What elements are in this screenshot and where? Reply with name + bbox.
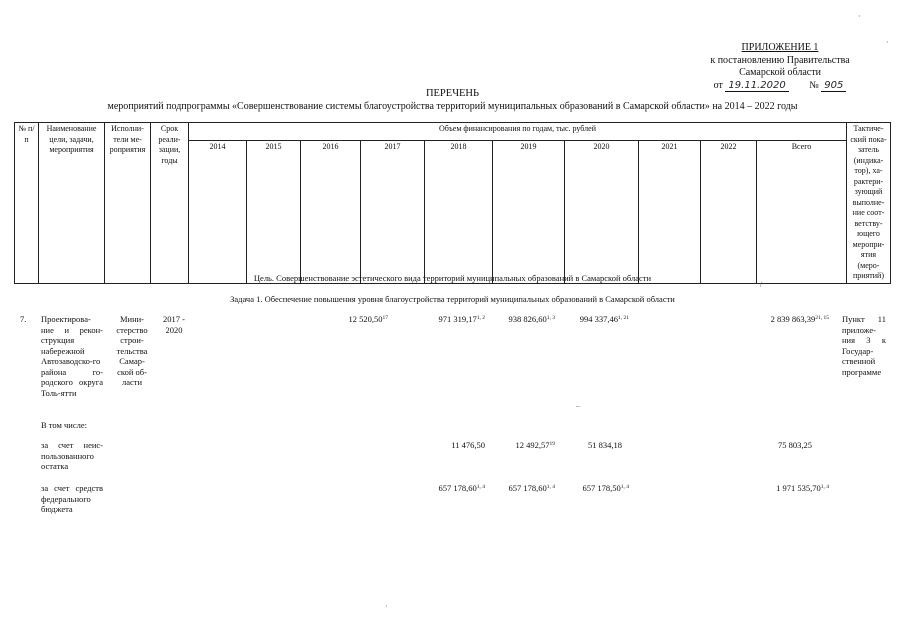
scan-speck: ·	[385, 602, 388, 611]
unused-total: 75 803,25	[778, 440, 812, 450]
date-prefix: от	[713, 79, 723, 91]
year-total: Всего	[757, 141, 847, 284]
number-prefix: №	[809, 79, 819, 91]
unused-2019-value: 12 492,57	[515, 440, 550, 450]
row7-name: Проектирова-ние и рекон-струкция набережной Автозаводско-го района го-родского округа Толь-ятти	[41, 314, 103, 398]
unused-2019	[516, 440, 556, 451]
document-subtitle: мероприятий подпрограммы «Совершенствование системы благоустройства территорий муниципальных образований в Самарской области» на 2014 – 2022 годы	[107, 101, 798, 112]
header-funding: Объем финансирования по годам, тыс. рублей	[189, 123, 847, 141]
row7-2018	[439, 314, 486, 325]
year-2018: 2018	[425, 141, 493, 284]
federal-2018-note: 1, 4	[476, 484, 485, 490]
row7-term: 2017 - 2020	[163, 314, 185, 335]
row7-2020-value: 994 337,46	[579, 314, 618, 324]
federal-2018	[439, 483, 486, 494]
year-2016: 2016	[301, 141, 361, 284]
year-2021: 2021	[639, 141, 701, 284]
header-executor: Исполни-тели ме-роприятия	[105, 123, 151, 284]
row7-2019-note: 1, 3	[546, 315, 555, 321]
header-table	[14, 122, 891, 284]
header-term: Срок реали-зации, годы	[151, 123, 189, 284]
row7-2018-value: 971 319,17	[438, 314, 477, 324]
including-label: В том числе:	[41, 420, 87, 430]
appendix-title: ПРИЛОЖЕНИЕ 1	[741, 42, 819, 53]
row7-2020-note: 1, 21	[618, 315, 629, 321]
appendix-block	[700, 42, 860, 92]
appendix-date: 19.11.2020	[725, 80, 788, 92]
row7-num: 7.	[20, 314, 27, 324]
unused-2019-note: 19	[549, 441, 555, 447]
row7-indicator: Пункт 11 приложе-ния 3 к Государ-ственной программе	[842, 314, 886, 377]
goal-text: Цель. Совершенствование эстетического вида территорий муниципальных образований в Самарской области	[253, 273, 652, 283]
year-2020: 2020	[565, 141, 639, 284]
unused-2018: 11 476,50	[451, 440, 485, 450]
row7-total-note: 21, 15	[815, 315, 829, 321]
row7-2020	[580, 314, 629, 325]
appendix-line-2: Самарской области	[739, 67, 821, 78]
year-2014: 2014	[189, 141, 247, 284]
federal-2020-note: 1, 4	[620, 484, 629, 490]
federal-2019-value: 657 178,60	[508, 483, 547, 493]
header-num: № п/п	[15, 123, 39, 284]
year-2019: 2019	[493, 141, 565, 284]
scan-speck: /	[760, 280, 763, 289]
unused-row-name: за счет неис-пользованного остатка	[41, 440, 103, 471]
federal-2019-note: 1, 4	[546, 484, 555, 490]
federal-2020-value: 657 178,50	[582, 483, 621, 493]
row7-2017-note: 17	[382, 315, 388, 321]
scan-speck: ·	[858, 12, 861, 21]
appendix-line-1: к постановлению Правительства	[710, 54, 850, 66]
row7-2017	[349, 314, 389, 325]
federal-total-note: 1, 4	[820, 484, 829, 490]
row7-total-value: 2 839 863,39	[770, 314, 816, 324]
federal-total-value: 1 971 535,70	[776, 483, 821, 493]
row7-executor: Мини-стерство строи-тельства Самар-ской об-ласти	[116, 314, 148, 387]
year-2015: 2015	[247, 141, 301, 284]
federal-2020	[583, 483, 630, 494]
year-2017: 2017	[361, 141, 425, 284]
row7-2019-value: 938 826,60	[508, 314, 547, 324]
header-indicator: Тактиче-ский пока-затель (индика-тор), ха-рактери-зующий выполне-ние соот-ветству-ющего меропри-ятия (меро-приятий)	[847, 123, 891, 284]
appendix-number: 905	[821, 80, 846, 92]
federal-2018-value: 657 178,60	[438, 483, 477, 493]
row7-2018-note: 1, 2	[476, 315, 485, 321]
federal-row-name: за счет средств федерального бюджета	[41, 483, 103, 514]
year-2022: 2022	[701, 141, 757, 284]
row7-2017-value: 12 520,50	[348, 314, 383, 324]
unused-2020: 51 834,18	[588, 440, 622, 450]
header-name: Наименование цели, задачи, мероприятия	[39, 123, 105, 284]
scan-speck: ·	[886, 38, 889, 47]
document-title: ПЕРЕЧЕНЬ	[425, 88, 480, 99]
task-text: Задача 1. Обеспечение повышения уровня благоустройства территорий муниципальных образований в Самарской области	[230, 294, 675, 304]
scan-speck: ..	[576, 400, 580, 409]
row7-total	[771, 314, 829, 325]
row7-2019	[509, 314, 556, 325]
federal-2019	[509, 483, 556, 494]
federal-total	[776, 483, 829, 494]
